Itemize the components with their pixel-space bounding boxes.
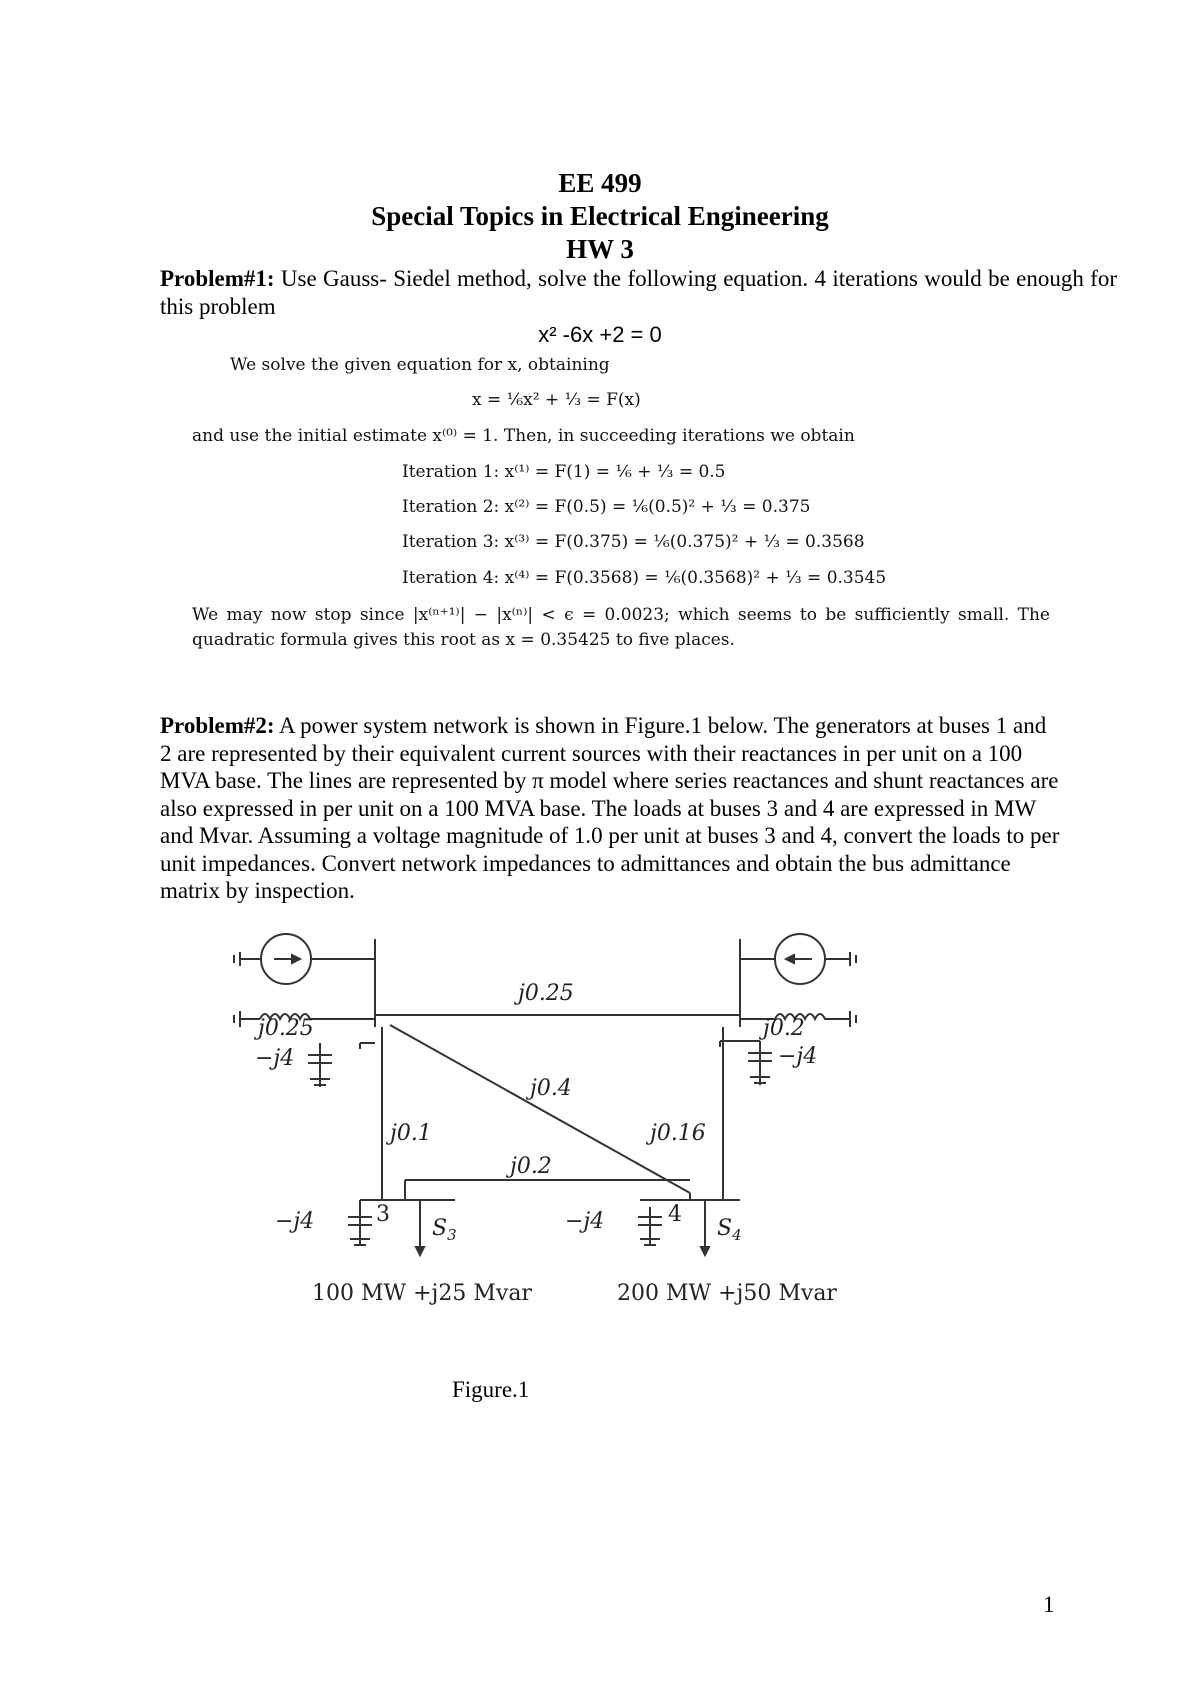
- load-4-s: S: [717, 1216, 733, 1241]
- line-1-4-reactance: j0.4: [530, 1076, 572, 1101]
- solution-intro: We solve the given equation for x, obtaining: [230, 355, 610, 375]
- power-network-diagram: [220, 915, 860, 1325]
- problem1-text: Use Gauss- Siedel method, solve the following equation. 4 iterations would be enough for this problem: [160, 266, 1117, 319]
- gen-2-reactance-label: j0.2: [763, 1016, 805, 1041]
- iteration-3: Iteration 3: x⁽³⁾ = F(0.375) = ⅙(0.375)² + ⅓ = 0.3568: [402, 532, 865, 552]
- page-number: 1: [1043, 1592, 1055, 1617]
- line-3-4-reactance: j0.2: [510, 1154, 552, 1179]
- solution-initial-estimate: and use the initial estimate x⁽⁰⁾ = 1. Then, in succeeding iterations we obtain: [192, 426, 855, 446]
- course-title: Special Topics in Electrical Engineering: [371, 201, 829, 231]
- bus-2-label: [725, 915, 739, 916]
- gen-1-reactance-label: j0.25: [258, 1016, 314, 1041]
- problem1-statement: [160, 265, 1117, 320]
- shunt-3-label: −j4: [275, 1209, 315, 1234]
- iteration-4: Iteration 4: x⁽⁴⁾ = F(0.3568) = ⅙(0.3568)² + ⅓ = 0.3545: [402, 568, 887, 588]
- load-4-value: 200 MW +j50 Mvar: [617, 1281, 837, 1306]
- solution-conclusion: We may now stop since |x⁽ⁿ⁺¹⁾| − |x⁽ⁿ⁾| < ϵ = 0.0023; which seems to be sufficiently small. The quadratic formula gives this root as x = 0.35425 to five places.: [192, 605, 1050, 650]
- line-2-4-reactance: j0.16: [650, 1121, 706, 1146]
- problem1-label: Problem#1:: [160, 266, 275, 291]
- line-1-2-reactance: j0.25: [518, 981, 574, 1006]
- load-3-s: S: [432, 1216, 448, 1241]
- load-3-symbol: [432, 1216, 457, 1244]
- shunt-4-label: −j4: [565, 1209, 605, 1234]
- load-3-subscript: 3: [447, 1226, 457, 1244]
- problem2-label: Problem#2:: [160, 713, 275, 738]
- figure-caption: Figure.1: [452, 1377, 530, 1402]
- problem2-text: A power system network is shown in Figure.1 below. The generators at buses 1 and 2 are represented by their equivalent current sources with their reactances in per unit on a 100 MVA base. The lines are represented by π model where series reactances and shunt reactances are also expressed in per unit on a 100 MVA base. The loads at buses 3 and 4 are expressed in MW and Mvar. Assuming a voltage magnitude of 1.0 per unit at buses 3 and 4, convert the loads to per unit impedances. Convert network impedances to admittances and obtain the bus admittance matrix by inspection.: [160, 713, 1060, 903]
- load-4-symbol: [717, 1216, 742, 1244]
- problem2-statement: [160, 712, 1060, 905]
- load-3-value: 100 MW +j25 Mvar: [312, 1281, 532, 1306]
- bus-1-label: [333, 915, 347, 916]
- solution-rearranged: x = ⅙x² + ⅓ = F(x): [472, 390, 641, 410]
- shunt-2-label: −j4: [778, 1044, 818, 1069]
- line-1-3-reactance: j0.1: [390, 1121, 432, 1146]
- bus-4-label: 4: [668, 1202, 682, 1227]
- course-code: EE 499: [558, 168, 642, 198]
- load-4-subscript: 4: [732, 1226, 742, 1244]
- homework-title: HW 3: [566, 234, 634, 264]
- iteration-1: Iteration 1: x⁽¹⁾ = F(1) = ⅙ + ⅓ = 0.5: [402, 462, 726, 482]
- bus-3-label: 3: [376, 1202, 390, 1227]
- problem1-equation: x² -6x +2 = 0: [538, 322, 662, 347]
- iteration-2: Iteration 2: x⁽²⁾ = F(0.5) = ⅙(0.5)² + ⅓ = 0.375: [402, 497, 811, 517]
- shunt-1-label: −j4: [255, 1046, 295, 1071]
